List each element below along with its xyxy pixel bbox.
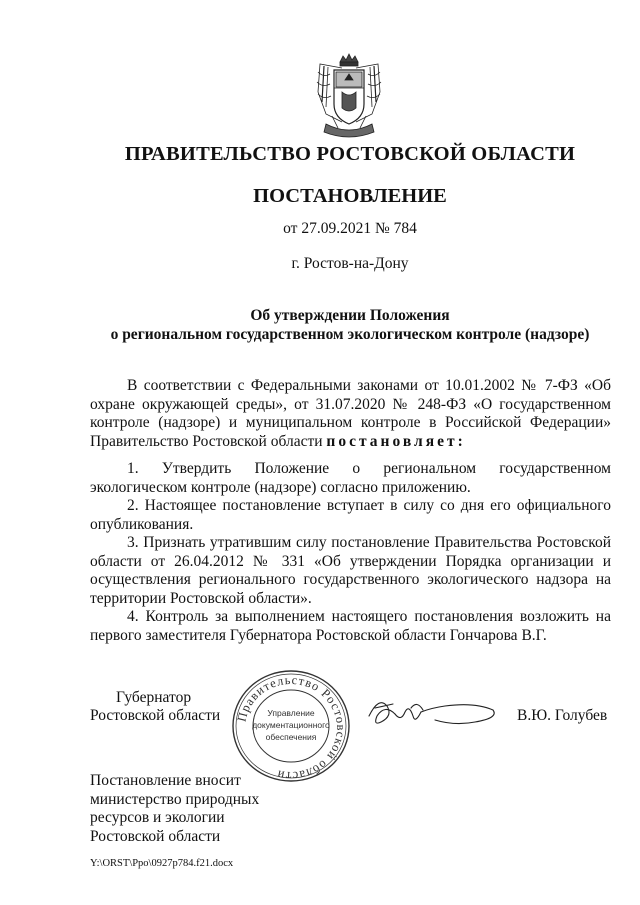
seal-ring-text: Правительство Ростовской области (234, 672, 349, 784)
submitter-note (90, 772, 259, 846)
submitter-line-4: Ростовской области (90, 827, 221, 845)
government-title: ПРАВИТЕЛЬСТВО РОСТОВСКОЙ ОБЛАСТИ (124, 143, 576, 165)
subject-line-2: о региональном государственном экологическом контроле (надзоре) (110, 326, 590, 343)
preamble-paragraph (90, 377, 611, 451)
preamble-text: В соответствии с Федеральными законами от 10.01.2002 № 7-ФЗ «Об охране окружающей среды», от 31.07.2020 № 248-ФЗ «О государственном контроле (надзоре) и муниципальном контроле в Российской Федерации» Правительство Ростовской области (90, 377, 611, 450)
resolution-item: 1. Утвердить Положение о региональном государственном экологическом контроле (надзоре) согласно приложению. (90, 460, 611, 496)
handwritten-signature-icon (365, 690, 500, 735)
document-date-number: от 27.09.2021 № 784 (283, 220, 417, 237)
signer-name: В.Ю. Голубев (517, 707, 608, 724)
resolution-item: 2. Настоящее постановление вступает в силу со дня его официального опубликования. (90, 497, 611, 533)
submitter-line-1: Постановление вносит (90, 772, 241, 789)
resolves-keyword: постановляет: (326, 432, 466, 450)
seal-center-line-3: обеспечения (265, 732, 317, 742)
resolution-item: 4. Контроль за выполнением настоящего постановления возложить на первого заместителя Губернатора Ростовской области Гончарова В.Г. (90, 608, 611, 644)
official-seal-icon (227, 666, 355, 786)
seal-center-line-2: документационного (252, 720, 330, 730)
subject-line-1: Об утверждении Положения (250, 307, 450, 324)
document-city: г. Ростов-на-Дону (291, 255, 409, 272)
submitter-line-3: ресурсов и экологии (90, 809, 225, 826)
resolution-items (90, 460, 611, 645)
submitter-line-2: министерство природных (90, 790, 260, 808)
signer-title-line-2: Ростовской области (90, 707, 221, 724)
signer-title (90, 689, 220, 725)
document-subject (90, 306, 610, 344)
signer-title-line-1: Губернатор (116, 689, 192, 706)
document-type: ПОСТАНОВЛЕНИЕ (253, 185, 447, 207)
resolution-item: 3. Признать утратившим силу постановление Правительства Ростовской области от 26.04.2012 № 331 «Об утверждении Порядка организации и осуществления регионального государственного экологического надзора на территории Ростовской области». (90, 534, 611, 607)
seal-center-line-1: Управление (267, 708, 315, 718)
file-path: Y:\ORST\Ppo\0927p784.f21.docx (90, 858, 234, 869)
coat-of-arms-icon (312, 52, 386, 142)
